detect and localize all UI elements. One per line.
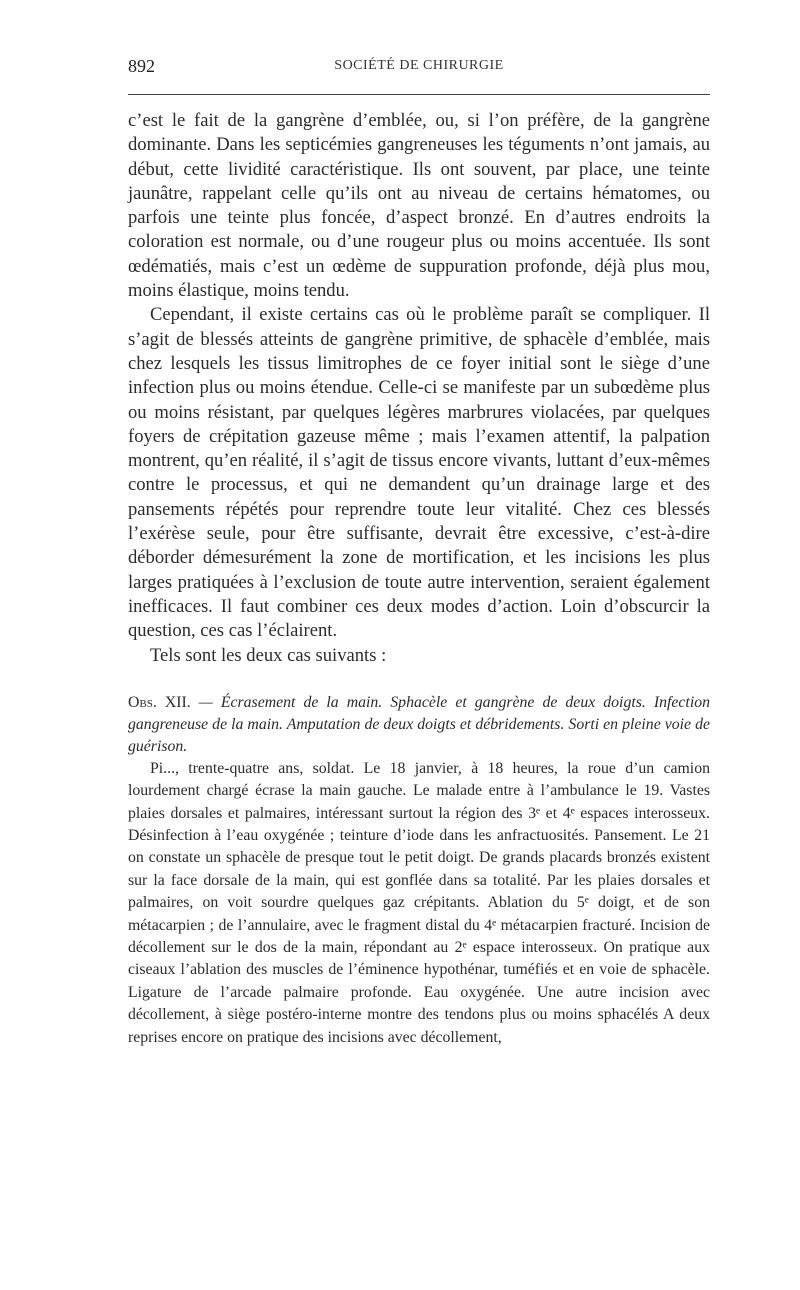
body-paragraph: c’est le fait de la gangrène d’emblée, ou, si l’on préfère, de la gangrène dominante. Dans les septicémies gangreneuses les téguments n’ont jamais, au début, cette lividité caractéristique. Ils ont souvent, par place, une teinte jaunâtre, rappelant celle qu’ils ont au niveau de certains hématomes, ou parfois une teinte plus foncée, d’aspect bronzé. En d’autres endroits la coloration est normale, ou d’une rougeur plus ou moins accentuée. Ils sont œdématiés, mais c’est un œdème de suppuration profonde, déjà plus mou, moins élastique, moins tendu. <box>128 110 710 302</box>
observation-body: Pi..., trente-quatre ans, soldat. Le 18 janvier, à 18 heures, la roue d’un camion lourdement chargé écrase la main gauche. Le malade entre à l’ambulance le 19. Vastes plaies dorsales et palmaires, intéressant surtout la région des 3ᵉ et 4ᵉ espaces interosseux. Désinfection à l’eau oxygénée ; teinture d’iode dans les anfractuosités. Pansement. Le 21 on constate un sphacèle de presque tout le petit doigt. De grands placards bronzés existent sur la face dorsale de la main, qui est gonflée dans sa totalité. Par les plaies dorsales et palmaires, on voit sourdre quelques gaz crépitants. Ablation du 5ᵉ doigt, et de son métacarpien ; de l’annulaire, avec le fragment distal du 4ᵉ métacarpien fracturé. Incision de décollement sur le dos de la main, répondant au 2ᵉ espace interosseux. On pratique aux ciseaux l’ablation des muscles de l’éminence hypothénar, tuméfiés et en voie de sphacèle. Ligature de l’arcade palmaire profonde. Eau oxygénée. Une autre incision avec décollement, à siège postéro-interne montre des tendons plus ou moins sphacélés A deux reprises encore on pratique des incisions avec décollement, <box>128 759 710 1046</box>
page-number: 892 <box>128 56 155 76</box>
body-paragraph: Cependant, il existe certains cas où le problème paraît se compliquer. Il s’agit de blessés atteints de gangrène primitive, de sphacèle d’emblée, mais chez lesquels les tissus limitrophes de ce foyer initial sont le siège d’une infection plus ou moins étendue. Celle-ci se manifeste par un subœdème plus ou moins résistant, par quelques légères marbrures violacées, par quelques foyers de crépitation gazeuse même ; mais l’examen attentif, la palpation montrent, qu’en réalité, il s’agit de tissus encore vivants, luttant d’eux-mêmes contre le processus, et qui ne demandent qu’un drainage large et des pansements répétés pour reprendre toute leur vitalité. Chez ces blessés l’exérèse seule, pour être suffisante, devrait être excessive, c’est-à-dire déborder démesurément la zone de mortification, et les incisions les plus larges pratiquées à l’exclusion de toute autre intervention, seraient également inefficaces. Il faut combiner ces deux modes d’action. Loin d’obscurcir la question, ces cas l’éclairent. <box>128 304 710 642</box>
observation-block <box>128 692 710 1049</box>
observation-title: — Écrasement de la main. Sphacèle et gangrène de deux doigts. Infection gangreneuse de la main. Amputation de deux doigts et débridements. Sorti en pleine voie de guérison. <box>128 693 711 755</box>
observation-heading <box>128 692 710 758</box>
document-page <box>128 56 710 1049</box>
observation-label: Obs. XII. <box>128 693 191 711</box>
page-header <box>128 56 710 84</box>
running-title: SOCIÉTÉ DE CHIRURGIE <box>334 58 504 73</box>
header-rule <box>128 94 710 95</box>
body-paragraph: Tels sont les deux cas suivants : <box>150 644 387 666</box>
